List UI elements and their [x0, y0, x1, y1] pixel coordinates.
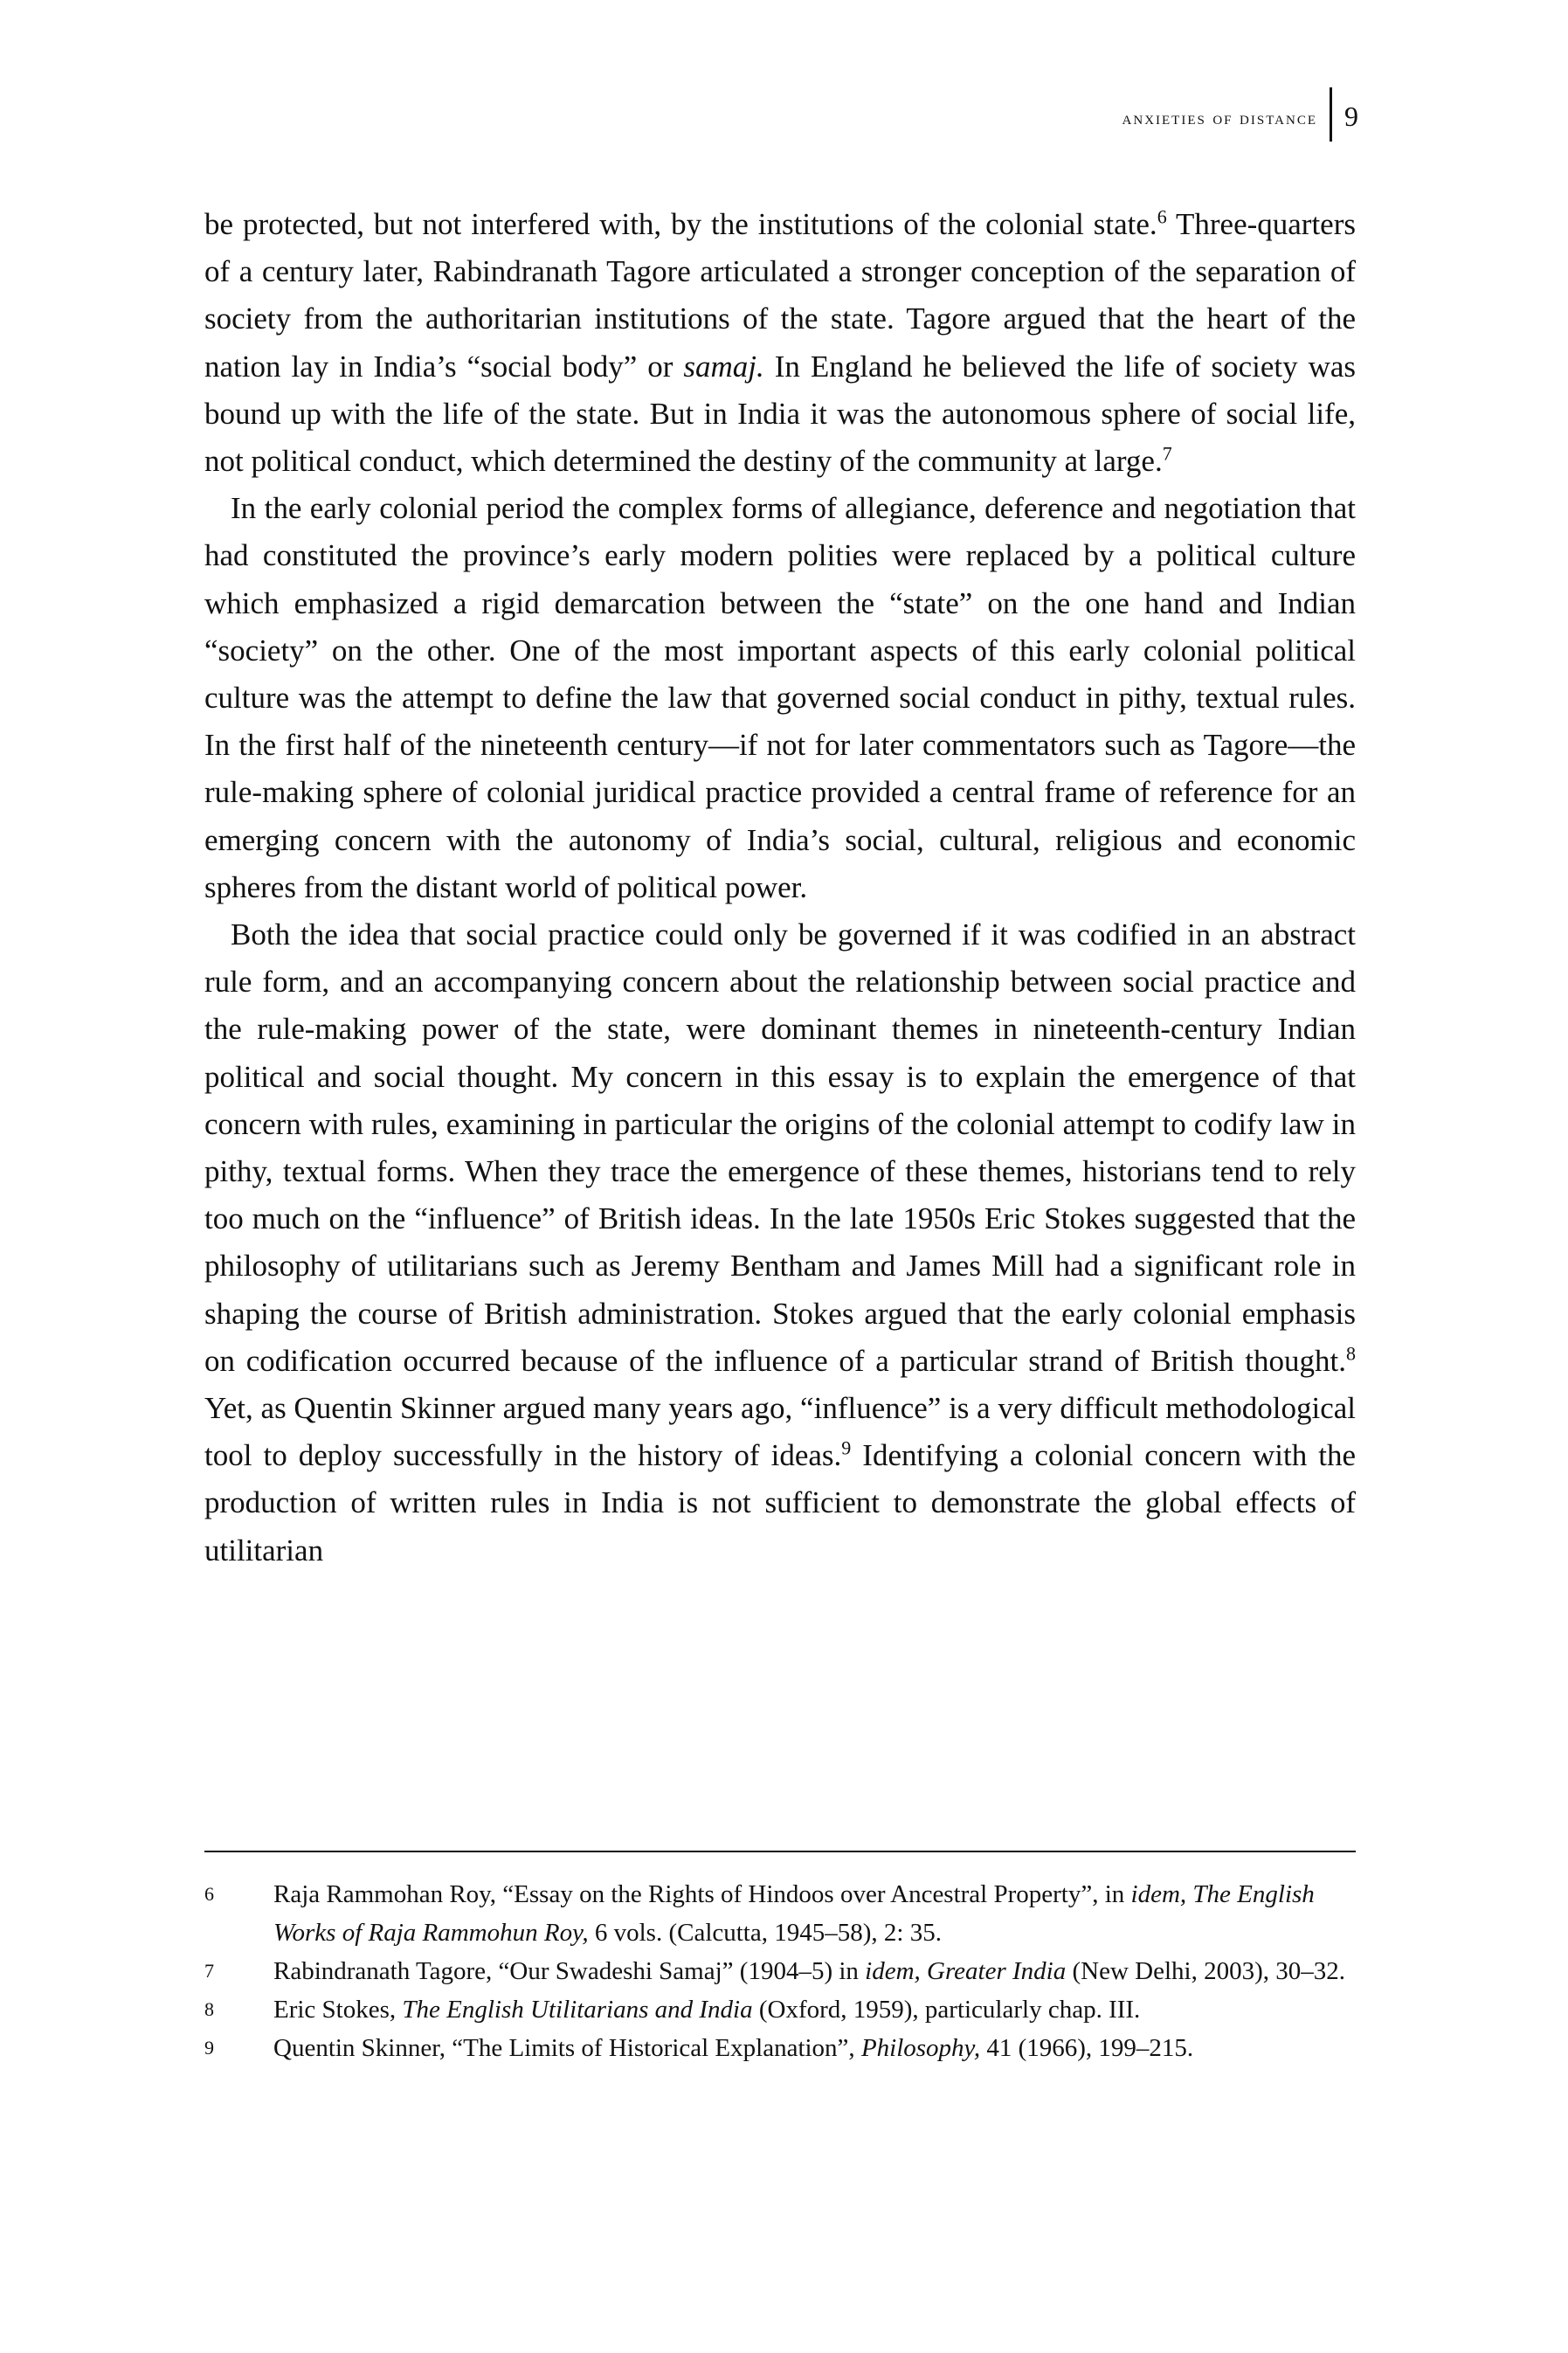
text-run: Both the idea that social practice could only be governed if it was codified in an abstract rule form, and an accompanying concern about the relationship between social practice and the rule-making power of the state, were dominant themes in nineteenth-century Indian political and social thought. My concern in this essay is to explain the emergence of that concern with rules, examining in particular the origins of the colonial attempt to codify law in pithy, textual forms. When they trace the emergence of these themes, historians tend to rely too much on the “influence” of British ideas. In the late 1950s Eric Stokes suggested that the philosophy of utilitarians such as Jeremy Bentham and James Mill had a significant role in shaping the course of British administration. Stokes argued that the early colonial emphasis on codification occurred because of the influence of a particular strand of British thought. [204, 917, 1356, 1378]
text-run: Raja Rammohan Roy, “Essay on the Rights of Hindoos over Ancestral Property”, in [273, 1880, 1131, 1908]
footnote-ref: 7 [1162, 442, 1172, 465]
page-number: 9 [1344, 100, 1358, 132]
text-run: (New Delhi, 2003), 30–32. [1066, 1957, 1345, 1985]
footnote-rule [204, 1851, 1356, 1852]
italic-text: idem, The English Works of Raja Rammohun Roy, [273, 1880, 1315, 1947]
text-run: Rabindranath Tagore, “Our Swadeshi Samaj” (1904–5) in [273, 1957, 866, 1985]
text-run: 41 (1966), 199–215. [980, 2034, 1194, 2062]
paragraph [204, 911, 1356, 1574]
italic-text: The English Utilitarians and India [402, 1996, 753, 2024]
text-run: Identifying a colonial concern with the production of written rules in India is not sufficient to demonstrate the global effects of utilitarian [204, 1438, 1356, 1568]
footnote [204, 1875, 1356, 1952]
text-run: Quentin Skinner, “The Limits of Historical Explanation”, [273, 2034, 861, 2062]
footnote-text [273, 1952, 1356, 1990]
running-header [1122, 87, 1358, 142]
italic-text: Philosophy, [860, 2034, 981, 2062]
italic-text: samaj. [683, 349, 764, 384]
text-run: be protected, but not interfered with, by the institutions of the colonial state. [204, 207, 1157, 241]
footnote-number: 9 [204, 2037, 214, 2059]
running-title: anxieties of distance [1122, 107, 1317, 128]
paragraph [204, 485, 1356, 911]
text-run: Eric Stokes, [273, 1996, 403, 2024]
footnote-number: 8 [204, 1998, 214, 2020]
text-run: 6 vols. (Calcutta, 1945–58), 2: 35. [588, 1919, 942, 1947]
footnote-text [273, 2029, 1356, 2067]
text-run: (Oxford, 1959), particularly chap. III. [752, 1996, 1141, 2024]
header-divider [1330, 87, 1332, 142]
text-run: In England he believed the life of society was bound up with the life of the state. But in India it was the autonomous sphere of social life, not political conduct, which determined the destiny of the community at large. [204, 349, 1356, 479]
footnote [204, 1952, 1356, 1990]
footnote-text [273, 1875, 1356, 1952]
footnote-number: 6 [204, 1883, 214, 1905]
italic-text: idem, Greater India [865, 1957, 1067, 1985]
paragraph [204, 201, 1356, 485]
footnote [204, 2029, 1356, 2067]
footnote-ref: 8 [1346, 1342, 1356, 1365]
footnote-text [273, 1990, 1356, 2029]
footnote-number: 7 [204, 1960, 214, 1982]
footnote-ref: 9 [841, 1436, 852, 1459]
text-run: Three-quarters of a century later, Rabindranath Tagore articulated a stronger conception of the separation of society from the authoritarian institutions of the state. Tagore argued that the heart of the nation lay in India’s “social body” or [204, 207, 1356, 384]
footnotes [204, 1875, 1356, 2067]
footnote-ref: 6 [1157, 205, 1167, 228]
text-run: In the early colonial period the complex forms of allegiance, deference and negotiation that had constituted the province’s early modern polities were replaced by a political culture which emphasized a rigid demarcation between the “state” on the one hand and Indian “society” on the other. One of the most important aspects of this early colonial political culture was the attempt to define the law that governed social conduct in pithy, textual rules. In the first half of the nineteenth century—if not for later commentators such as Tagore—the rule-making sphere of colonial juridical practice provided a central frame of reference for an emerging concern with the autonomy of India’s social, cultural, religious and economic spheres from the distant world of political power. [204, 491, 1356, 904]
footnote [204, 1990, 1356, 2029]
body-text [204, 201, 1356, 1574]
text-run: Yet, as Quentin Skinner argued many years ago, “influence” is a very difficult methodological tool to deploy successfully in the history of ideas. [204, 1391, 1356, 1473]
